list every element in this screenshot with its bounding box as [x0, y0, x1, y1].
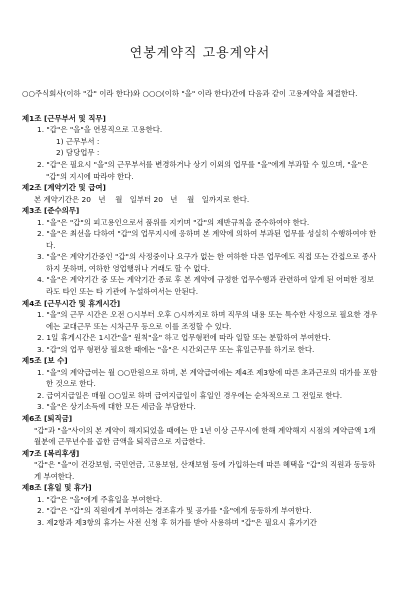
article-7 [22, 448, 378, 483]
document-title: 연봉계약직 고용계약서 [129, 46, 271, 61]
article-body: "갑"과 "을"사이의 본 계약이 해지되었을 때에는 만 1년 이상 근무시에 한해 계약해지 시점의 계약금액 1개월분에 근무년수를 곱한 금액을 퇴직금으로 지급한다. [34, 425, 376, 447]
list-item: 1. "갑"은 "을"에게 주휴일을 부여한다. [37, 494, 163, 504]
list-item: 1. "을"의 계약급여는 월 ○○만원으로 하며, 본 계약급여에는 제4조 제3항에 따른 초과근로의 대가를 포함한 것으로 한다. [37, 367, 378, 389]
list-item: 3. "갑"의 업무 형편상 필요한 때에는 "을"은 시간외근무 또는 휴일근무를 하기로 한다. [37, 344, 315, 354]
article-heading: 제5조 [보 수] [22, 356, 68, 366]
list-item: 2. "갑"은 "갑"의 직원에게 부여하는 경조휴가 및 공가를 "을"에게 동등하게 부여한다. [37, 506, 312, 516]
article-heading: 제7조 [복리후생] [22, 448, 80, 458]
list-item: 3. "을"은 상기소득에 대한 모든 세금을 부담한다. [37, 402, 196, 412]
article-body: 본 계약기간은 20 년 월 일부터 20 년 월 일까지로 한다. [34, 194, 250, 204]
list-item: 2. "갑"은 필요시 "을"의 근무부서를 변경하거나 상기 이외의 업무를 "을"에게 부과할 수 있으며, "을"은 "갑"의 지시에 따라야 한다. [37, 160, 369, 181]
article-heading: 제2조 [계약기간 및 급여] [22, 183, 106, 193]
list-item: 2. 1일 휴게시간은 1시간"을" 원칙"을" 하고 업무형편에 따라 일할 또는 분할하여 부여한다. [37, 333, 331, 343]
article-heading: 제1조 [근무부서 및 직무] [22, 113, 106, 123]
list-item: 1. "을"은 "갑"의 피고용인으로서 품위를 지키며 "갑"의 제반규칙을 준수하여야 한다. [37, 217, 310, 227]
article-heading: 제3조 [준수의무] [22, 206, 80, 216]
article-heading: 제6조 [퇴직금] [22, 414, 73, 424]
article-8 [22, 482, 378, 528]
article-body: "갑"은 "을"이 건강보험, 국민연금, 고용보험, 산재보험 등에 가입하는데 따른 혜택을 "갑"의 직원과 동등하게 부여한다. [34, 460, 376, 481]
list-item: 1. "을"의 근무 시간은 오전 ○시부터 오후 ○시까지로 하며 직무의 내용 또는 특수한 사정으로 필요한 경우에는 교대근무 또는 시차근무 등으로 이를 조정할 수 있다. [37, 310, 378, 331]
list-item: 3. 제2항과 제3항의 휴가는 사전 신청 후 허가를 받아 사용하며 "갑"은 필요시 휴가기간 [37, 517, 317, 527]
article-6 [22, 413, 378, 448]
article-heading: 제8조 [휴일 및 휴가] [22, 483, 92, 493]
article-4 [22, 298, 378, 356]
article-heading: 제4조 [근무시간 및 휴게시간] [22, 298, 121, 308]
list-subitem: 1) 근무부서 : [56, 136, 100, 146]
list-item: 2. 급여지급일은 매월 ○○일로 하며 급여지급일이 휴일인 경우에는 순차적으로 그 전일로 한다. [37, 390, 343, 400]
list-item: 2. "을"은 최선을 다하여 "갑"의 업무지시에 응하며 본 계약에 의하여 부과된 업무를 성실히 수행하여야 한다. [37, 229, 377, 250]
list-subitem: 2) 담당업무 : [56, 148, 100, 158]
article-3 [22, 205, 378, 297]
list-item: 4. "을"은 계약기간 중 또는 계약기간 종료 후 본 계약에 규정한 업무수행과 관련하여 알게 된 어떠한 정보라도 타인 또는 타 기관에 누설하여서는 안된다. [37, 275, 375, 297]
article-5 [22, 355, 378, 413]
article-2 [22, 182, 378, 205]
list-item: 1. "갑"은 "을"을 연봉직으로 고용한다. [37, 125, 163, 135]
article-1 [22, 113, 378, 182]
intro-paragraph: ○○주식회사(이하 "갑" 이라 한다)와 ○○○(이하 "을" 이라 한다)간에 다음과 같이 고용계약을 체결한다. [22, 89, 358, 99]
list-item: 3. "을"은 계약기간중인 "갑"의 사정중이나 요구가 없는 한 여하한 다른 업무에도 직접 또는 간접으로 종사하지 못하며, 여하한 영업행위나 거래도 할 수 없다. [37, 252, 377, 273]
